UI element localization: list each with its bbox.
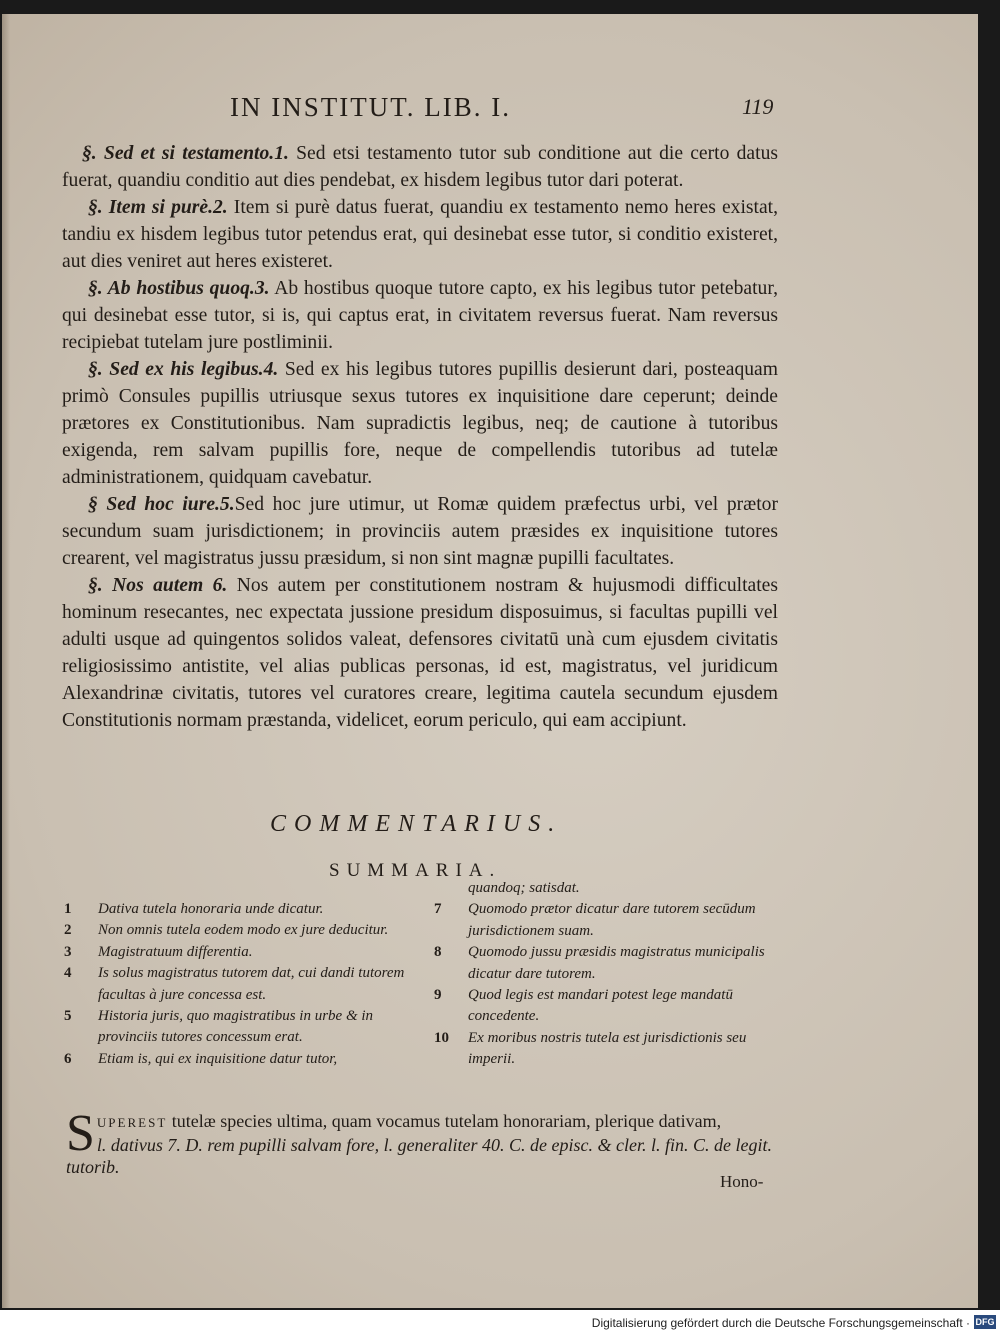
summary-text: Non omnis tutela eodem modo ex jure deducitur.: [98, 922, 389, 939]
drop-capital: S: [66, 1105, 95, 1162]
summary-item: [64, 1006, 424, 1049]
summary-item: [434, 899, 794, 942]
catchword: Hono-: [720, 1172, 764, 1191]
summary-text: Quomodo prætor dicatur dare tutorem secūdum jurisdictionem suam.: [468, 901, 756, 939]
running-title: IN INSTITUT. LIB. I.: [230, 92, 511, 122]
paragraph-sigil: §. Sed et si testamento.1.: [82, 143, 289, 164]
summary-text: Magistratuum differentia.: [98, 943, 253, 960]
summary-text: Dativa tutela honoraria unde dicatur.: [98, 901, 324, 917]
paragraph-body: Item si purè datus fuerat, quandiu ex testamento nemo heres existat, tandiu ex hisdem legibus tutor petendus erat, qui desinebat esse tutor, si conditio existeret, aut dies veniret aut heres existeret.: [62, 197, 779, 272]
page-number: 119: [742, 94, 774, 119]
summary-text: Historia juris, quo magistratibus in urbe & in provinciis tutores concessum erat.: [98, 1008, 374, 1046]
summary-text: Etiam is, qui ex inquisitione datur tutor,: [98, 1050, 338, 1067]
summary-item: [64, 963, 424, 1006]
page-edge-shadow: [2, 14, 10, 1308]
summary-number: 3: [64, 943, 72, 960]
summary-number: 7: [434, 901, 442, 918]
paragraph: [62, 275, 778, 356]
paragraph-sigil: §. Nos autem 6.: [88, 575, 228, 596]
summary-text: quandoq; satisdat.: [468, 880, 580, 896]
summary-text: Is solus magistratus tutorem dat, cui dandi tutorem facultas à jure concessa est.: [98, 965, 405, 1003]
commentary-heading: COMMENTARIUS.: [270, 811, 563, 837]
paragraph-sigil: §. Item si purè.2.: [88, 197, 228, 218]
paragraph: [62, 356, 778, 491]
statute-text: [62, 140, 778, 734]
summary-number: 1: [64, 901, 72, 917]
paragraph: [62, 194, 778, 275]
summary-number: 10: [434, 1029, 449, 1046]
book-page: [2, 14, 978, 1308]
summary-number: [434, 878, 468, 899]
paragraph-body: Sed etsi testamento tutor sub conditione aut die certo datus fuerat, quandiu conditio aut dies pendebat, ex hisdem legibus tutor dari poterat.: [62, 143, 778, 191]
paragraph-body: Sed hoc jure utimur, ut Romæ quidem præfectus urbi, vel prætor secundum suam jurisdictionem; in provinciis autem præsides ex inquisitione tutores crearent, vel magistratus jussu præsidum, si non sint magnæ pupilli facultates.: [62, 494, 779, 569]
summary-item: [434, 1028, 794, 1071]
paragraph-body: Sed ex his legibus tutores pupillis desierunt dari, posteaquam primò Consules pupillis utriusque sexus tutores ex inquisitione dare ceperunt; deinde prætores ex Constitutionibus. Nam supradictis legibus, neq; de cautione à tutoribus exigenda, rem salvam pupillis fore, neque de compellendis tutoribus ad tutelæ administrationem, quidquam cavebatur.: [62, 359, 778, 488]
commentary-citation: l. dativus 7. D. rem pupilli salvam fore, l. generaliter 40. C. de episc. & cler. l. fin. C. de legit. tutorib.: [66, 1135, 773, 1177]
paragraph: [62, 572, 778, 734]
summary-text: Quomodo jussu præsidis magistratus municipalis dicatur dare tutorem.: [468, 944, 765, 982]
footer-bar: [0, 1310, 1000, 1335]
paragraph: [62, 140, 778, 194]
summary-number: 9: [434, 987, 442, 1004]
paragraph-sigil: §. Sed ex his legibus.4.: [88, 359, 279, 380]
summary-item: [64, 942, 424, 963]
summary-number: 4: [64, 965, 72, 982]
summary-text: Quod legis est mandari potest lege mandatū concedente.: [468, 987, 733, 1025]
summary-item: [64, 899, 424, 920]
summary-item: [434, 878, 794, 899]
summary-text: Ex moribus nostris tutela est jurisdictionis seu imperii.: [468, 1029, 747, 1068]
paragraph-sigil: §. Ab hostibus quoq.3.: [88, 278, 270, 299]
small-caps-word: UPEREST: [96, 1115, 168, 1130]
summary-item: [434, 985, 794, 1028]
funding-credit: Digitalisierung gefördert durch die Deutsche Forschungsgemeinschaft ·: [591, 1316, 970, 1330]
paragraph-body: Nos autem per constitutionem nostram & hujusmodi difficultates hominum resecantes, nec expectata jussione presidum disposuimus, si facultas pupilli vel adulti usque ad quingentos solidos valeat, defensores civitatū unà cum ejusdem civitatis religiosissimo antistite, vel alias publicas personas, id est, magistratus, vel juridicum Alexandrinæ civitatis, tutores vel curatores creare, legitima cautela secundum ejusdem Constitutionis normam præstanda, videlicet, eorum periculo, qui eam accipiunt.: [62, 575, 778, 731]
summary-column-right: [434, 878, 794, 1071]
summary-number: 2: [64, 922, 72, 939]
summary-column-left: [64, 899, 424, 1070]
summary-heading: SUMMARIA.: [329, 860, 502, 881]
summary-item: [434, 942, 794, 985]
summary-item: [64, 920, 424, 941]
dfg-logo: DFG: [975, 1317, 995, 1327]
paragraph-sigil: § Sed hoc iure.5.: [88, 494, 235, 515]
paragraph-body: Ab hostibus quoque tutore capto, ex his legibus tutor petebatur, qui desinebat esse tutor, si is, qui captus erat, in civitatem reversus fuerat. Nam reversus recipiebat tutelam jure postliminii.: [62, 278, 778, 353]
summary-number: 8: [434, 944, 442, 961]
summary-number: 6: [64, 1050, 72, 1067]
paragraph: [62, 491, 778, 572]
summary-number: 5: [64, 1008, 72, 1025]
summary-item: [64, 1049, 424, 1070]
commentary-opening: [66, 1105, 786, 1178]
commentary-line-1: tutelæ species ultima, quam vocamus tutelam honorariam, plerique dativam,: [167, 1111, 722, 1131]
